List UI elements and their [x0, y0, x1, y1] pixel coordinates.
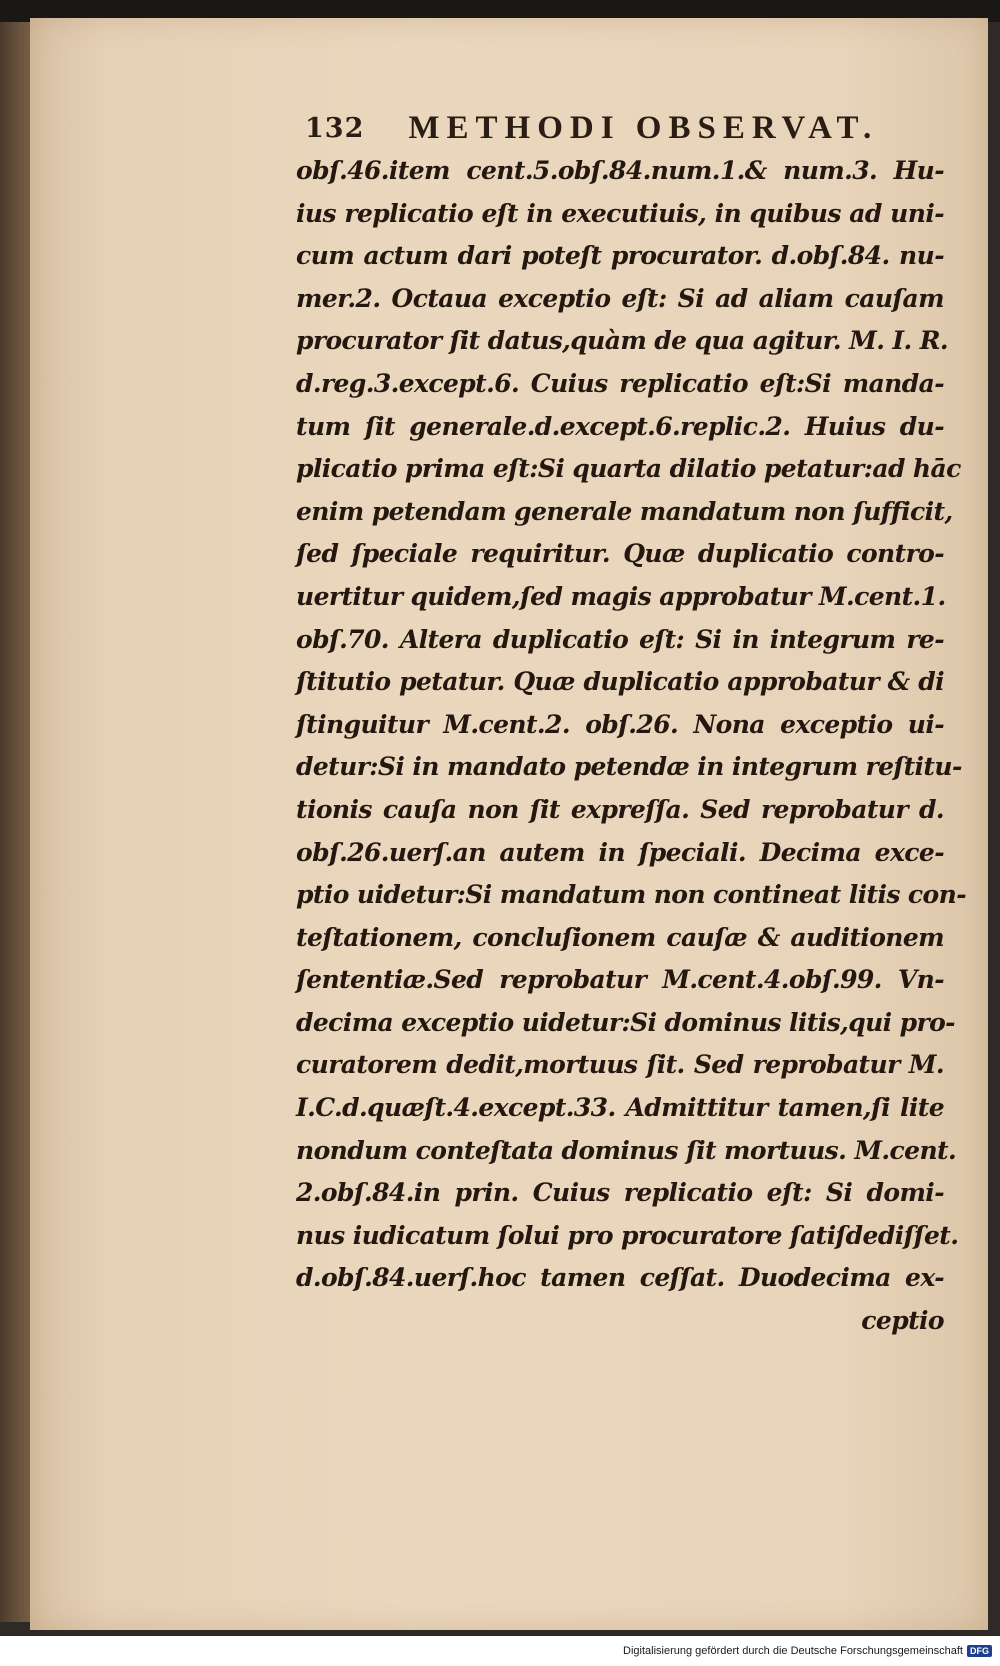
text-line: nus iudicatum ſolui pro procuratore ſatiſdediſſet. [296, 1220, 959, 1250]
text-line: teſtationem, concluſionem cauſæ & auditionem [296, 922, 944, 952]
page-number: 132 [305, 112, 365, 144]
text-line: 2.obſ.84.in prin. Cuius replicatio eſt: Si domi- [296, 1178, 944, 1208]
text-line: ius replicatio eſt in executiuis, in quibus ad uni- [296, 198, 944, 228]
text-line: detur:Si in mandato petendæ in integrum reſtitu- [296, 752, 962, 782]
text-line: ſed ſpeciale requiritur. Quæ duplicatio contro- [296, 539, 944, 569]
text-line: tum ſit generale.d.except.6.replic.2. Huius du- [296, 411, 944, 441]
text-line: I.C.d.quæſt.4.except.33. Admittitur tamen,ſi lite [296, 1093, 944, 1123]
text-line: ſententiæ.Sed reprobatur M.cent.4.obſ.99. Vn- [296, 965, 944, 995]
text-line: enim petendam generale mandatum non ſufficit, [296, 496, 953, 526]
footer-bar [0, 1636, 1000, 1666]
text-line: ſtinguitur M.cent.2. obſ.26. Nona exceptio ui- [296, 709, 944, 739]
text-line: ptio uidetur:Si mandatum non contineat litis con- [296, 880, 966, 910]
book-spine [0, 22, 34, 1622]
dfg-logo: DFG [967, 1645, 992, 1657]
text-line: uertitur quidem,ſed magis approbatur M.cent.1. [296, 581, 946, 611]
page-header [305, 106, 925, 150]
text-line: mer.2. Octaua exceptio eſt: Si ad aliam cauſam [296, 283, 944, 313]
text-line: nondum conteſtata dominus ſit mortuus. M.cent. [296, 1135, 957, 1165]
text-line: d.obſ.84.uerſ.hoc tamen ceſſat. Duodecima ex- [296, 1263, 944, 1293]
text-line: decima exceptio uidetur:Si dominus litis,qui pro- [296, 1007, 955, 1037]
text-line: curatorem dedit,mortuus ſit. Sed reprobatur M. [296, 1050, 944, 1080]
text-line: obſ.46.item cent.5.obſ.84.num.1.& num.3. Hu- [296, 156, 944, 185]
catchword: ceptio [861, 1306, 944, 1336]
text-line: obſ.26.uerſ.an autem in ſpeciali. Decima exce- [296, 837, 944, 867]
text-line: procurator ſit datus,quàm de qua agitur. M. I. R. [296, 326, 948, 356]
text-line: d.reg.3.except.6. Cuius replicatio eſt:Si manda- [296, 368, 944, 398]
text-line: obſ.70. Altera duplicatio eſt: Si in integrum re- [296, 624, 944, 654]
funding-credit: Digitalisierung gefördert durch die Deutsche Forschungsgemeinschaft [623, 1645, 963, 1657]
text-line: plicatio prima eſt:Si quarta dilatio petatur:ad hāc [296, 454, 961, 484]
running-title: METHODI OBSERVAT. [408, 109, 879, 146]
text-line: ſtitutio petatur. Quæ duplicatio approbatur & di [296, 667, 944, 697]
text-line: tionis cauſa non ſit expreſſa. Sed reprobatur d. [296, 794, 944, 824]
text-line: cum actum dari poteſt procurator. d.obſ.84. nu- [296, 241, 944, 271]
body-text [296, 150, 966, 1343]
